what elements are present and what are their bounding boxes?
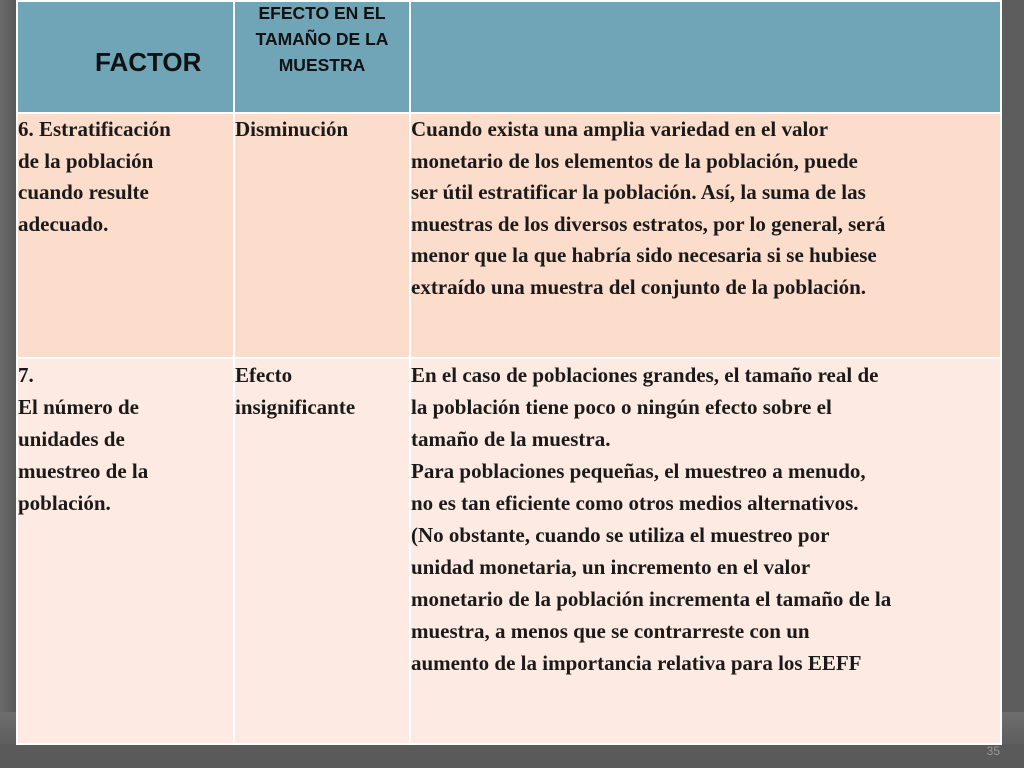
descripcion-line: Cuando exista una amplia variedad en el valor (411, 117, 829, 141)
descripcion-line: la población tiene poco o ningún efecto sobre el (411, 395, 832, 419)
header-descripcion-cell (410, 1, 1001, 113)
descripcion-line: aumento de la importancia relativa para los EEFF (411, 651, 862, 675)
descripcion-text (411, 359, 1000, 679)
factor-cell (17, 358, 234, 744)
descripcion-cell (410, 113, 1001, 358)
descripcion-line: Para poblaciones pequeñas, el muestreo a menudo, (411, 459, 866, 483)
slide-background-bottom (0, 744, 1024, 768)
factor-line: población. (18, 491, 111, 515)
factor-line: muestreo de la (18, 459, 149, 483)
sample-size-factors-table (16, 0, 1002, 745)
factor-line: 7. (18, 363, 34, 387)
header-factor-cell (17, 1, 234, 113)
factor-cell (17, 113, 234, 358)
descripcion-line: muestras de los diversos estratos, por lo general, será (411, 211, 886, 236)
efecto-text (235, 359, 409, 423)
efecto-text (235, 114, 409, 146)
descripcion-line: menor que la que habría sido necesaria si se hubiese (411, 243, 877, 267)
header-efecto-line: MUESTRA (278, 55, 366, 75)
efecto-line: Disminución (235, 117, 349, 141)
factor-text (18, 114, 233, 240)
descripcion-line: no es tan eficiente como otros medios alternativos. (411, 491, 859, 515)
descripcion-line: monetario de la población incrementa el tamaño de la (411, 587, 892, 611)
factor-line: cuando resulte (18, 180, 149, 204)
efecto-line: insignificante (235, 395, 356, 419)
descripcion-text (411, 114, 1000, 303)
factor-line: de la población (18, 148, 154, 173)
factor-text (18, 359, 233, 519)
descripcion-line: monetario de los elementos de la población, puede (411, 148, 858, 173)
efecto-line: Efecto (235, 363, 293, 387)
factor-line: 6. Estratificación (18, 117, 171, 141)
page-number: 35 (986, 744, 1000, 758)
factor-line: El número de (18, 395, 139, 419)
descripcion-cell (410, 358, 1001, 744)
header-efecto-cell (234, 1, 410, 113)
descripcion-line: En el caso de poblaciones grandes, el tamaño real de (411, 363, 879, 387)
factor-line: adecuado. (18, 211, 109, 236)
header-efecto-label (235, 0, 409, 78)
descripcion-line: muestra, a menos que se contrarreste con un (411, 619, 810, 643)
factor-line: unidades de (18, 427, 125, 451)
descripcion-line: unidad monetaria, un incremento en el valor (411, 555, 811, 579)
slide-background-left (0, 0, 16, 768)
table-row (17, 358, 1001, 744)
efecto-cell (234, 358, 410, 744)
header-factor-label: FACTOR (95, 47, 202, 77)
table-row (17, 113, 1001, 358)
descripcion-line: (No obstante, cuando se utiliza el muestreo por (411, 523, 830, 547)
descripcion-line: extraído una muestra del conjunto de la población. (411, 274, 867, 299)
table-header-row (17, 1, 1001, 113)
header-efecto-line: EFECTO EN EL (258, 3, 386, 23)
descripcion-line: ser útil estratificar la población. Así, la suma de las (411, 180, 866, 204)
header-efecto-line: TAMAÑO DE LA (255, 29, 389, 49)
efecto-cell (234, 113, 410, 358)
descripcion-line: tamaño de la muestra. (411, 427, 611, 451)
